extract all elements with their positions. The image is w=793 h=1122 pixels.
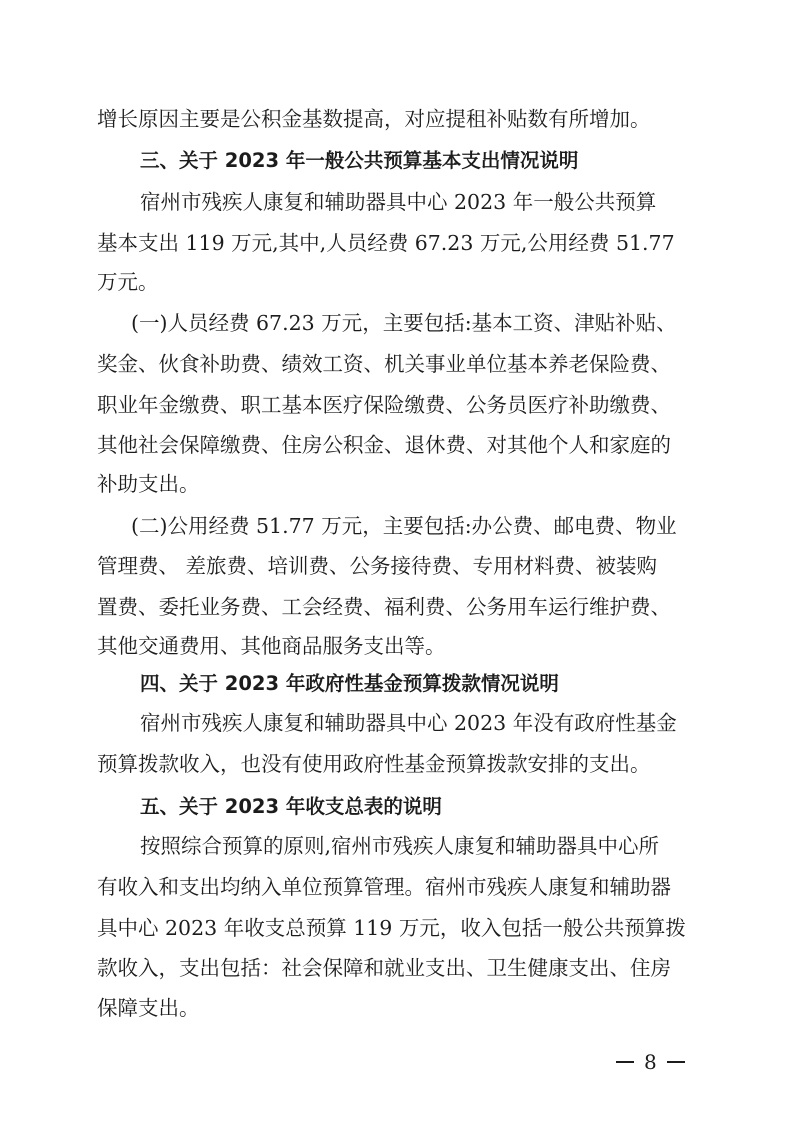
section-heading-5: 五、关于 2023 年收支总表的说明: [140, 795, 442, 818]
paragraph-line: 其他社会保障缴费、住房公积金、退休费、对其他个人和家庭的: [97, 433, 671, 457]
paragraph-line: 职业年金缴费、职工基本医疗保险缴费、公务员医疗补助缴费、: [97, 393, 671, 417]
page-number: 8: [644, 1050, 657, 1074]
paragraph-line: 万元。: [97, 270, 159, 294]
section-heading-3: 三、关于 2023 年一般公共预算基本支出情况说明: [140, 149, 579, 172]
paragraph-line: 补助支出。: [97, 472, 200, 496]
paragraph-line: 其他交通费用、其他商品服务支出等。: [97, 634, 446, 658]
paragraph-line: 奖金、伙食补助费、绩效工资、机关事业单位基本养老保险费、: [97, 352, 671, 376]
paragraph-line: 宿州市残疾人康复和辅助器具中心 2023 年一般公共预算: [140, 190, 657, 214]
page-footer: [616, 1052, 685, 1072]
text-line: 增长原因主要是公积金基数提高，对应提租补贴数有所增加。: [97, 107, 651, 131]
paragraph-line: 保障支出。: [97, 996, 200, 1020]
paragraph-line: (二)公用经费 51.77 万元，主要包括:办公费、邮电费、物业: [131, 514, 677, 538]
paragraph-line: 宿州市残疾人康复和辅助器具中心 2023 年没有政府性基金: [140, 711, 677, 735]
section-heading-4: 四、关于 2023 年政府性基金预算拨款情况说明: [140, 672, 559, 695]
paragraph-line: 基本支出 119 万元,其中,人员经费 67.23 万元,公用经费 51.77: [97, 231, 675, 255]
paragraph-line: 管理费、 差旅费、培训费、公务接待费、专用材料费、被装购: [97, 554, 658, 578]
paragraph-line: 具中心 2023 年收支总预算 119 万元，收入包括一般公共预算拨: [97, 916, 686, 940]
paragraph-line: 有收入和支出均纳入单位预算管理。宿州市残疾人康复和辅助器: [97, 875, 671, 899]
paragraph-line: (一)人员经费 67.23 万元，主要包括:基本工资、津贴补贴、: [131, 311, 677, 335]
paragraph-line: 款收入，支出包括：社会保障和就业支出、卫生健康支出、住房: [97, 956, 671, 980]
footer-dash-left: [616, 1061, 634, 1063]
paragraph-line: 按照综合预算的原则,宿州市残疾人康复和辅助器具中心所: [140, 834, 660, 858]
paragraph-line: 置费、委托业务费、工会经费、福利费、公务用车运行维护费、: [97, 595, 671, 619]
footer-dash-right: [667, 1061, 685, 1063]
paragraph-line: 预算拨款收入，也没有使用政府性基金预算拨款安排的支出。: [97, 752, 651, 776]
